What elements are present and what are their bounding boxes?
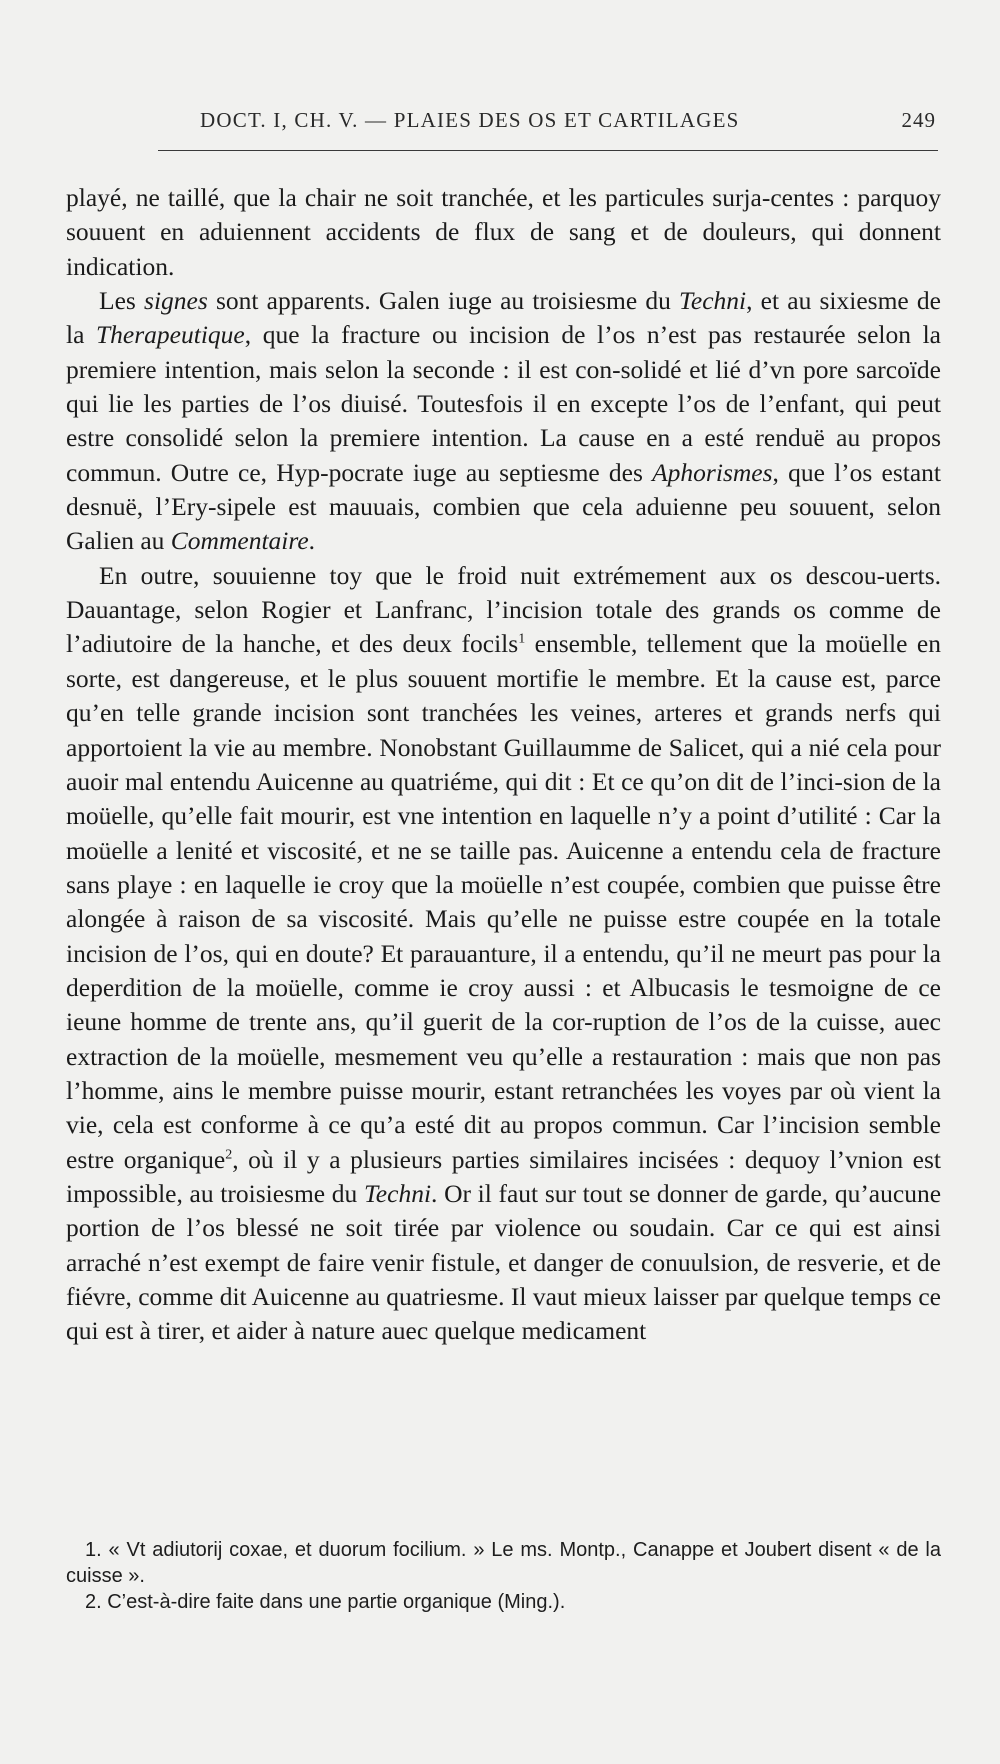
footnote-1: 1. « Vt adiutorij coxae, et duorum focilium. » Le ms. Montp., Canappe et Joubert disent « de la cuisse ». [66,1539,941,1587]
text-run: , où il y a plusieurs parties similaires incisées : dequoy l’vnion est impossible, au troisiesme du [66,1144,942,1208]
paragraph-signes [66,284,941,559]
page-number: 249 [901,108,936,132]
footnote-2: 2. C’est-à-dire faite dans une partie organique (Ming.). [85,1591,566,1613]
footnotes [66,1537,941,1615]
italic-title: Techni [363,1178,432,1208]
text-run: Les [99,286,145,316]
running-head-title: DOCT. I, CH. V. — PLAIES DES OS ET CARTILAGES [200,108,740,132]
footnote-ref-2: 2 [225,1147,233,1163]
text-run: ensemble, tellement que la moüelle en sorte, est dangereuse, et le plus souuent mortifie le membre. Et la cause est, parce qu’en telle grande incision sont tranchées les veines, arteres et grands nerfs qui apportoient la vie au membre. Nonobstant Guillaumme de Salicet, qui a nié cela pour auoir mal entendu Auicenne au quatriéme, qui dit : Et ce qu’on dit de l’inci-sion de la moüelle, qu’elle fait mourir, est vne intention en laquelle n’y a point d’utilité : Car la moüelle a lenité et viscosité, et ne se taille pas. Auicenne a entendu cela de fracture sans playe : en laquelle ie croy que la moüelle n’est coupée, combien que puisse être alongée à raison de sa viscosité. Mais qu’elle ne puisse estre coupée en la totale incision de l’os, qui en doute? Et parauanture, il a entendu, qu’il ne meurt pas pour la deperdition de la moüelle, comme ie croy aussi : et Albucasis le tesmoigne de ce ieune homme de trente ans, qu’il guerit de la cor-ruption de l’os de la cuisse, auec extraction de la moüelle, mesmement veu qu’elle a restauration : mais que non pas l’homme, ains le membre puisse mourir, estant retranchées les voyes par où vient la vie, cela est conforme à ce qu’a esté dit au propos commun. Car l’incision semble estre organique [66,629,942,1174]
text-run: , que l’os estant desnuë, l’Ery-sipele est mauuais, combien que cela aduienne peu souuent, selon Galien au [66,457,941,556]
header-rule [158,150,938,151]
text-run: , que la fracture ou incision de l’os n’est pas restaurée selon la premiere intention, mais selon la seconde : il est con-solidé et lié d’vn pore sarcoïde qui lie les parties de l’os diuisé. Toutesfois il en excepte l’os de l’enfant, qui peut estre consolidé selon la premiere intention. La cause en a esté renduë au propos commun. Outre ce, Hyp-pocrate iuge au septiesme des [66,320,942,487]
paragraph-en-outre [66,559,941,1349]
paragraph-continued [66,181,941,284]
text-run: playé, ne taillé, que la chair ne soit tranchée, et les particules surja-centes : parquoy souuent en aduiennent accidents de flux de sang et de douleurs, qui donnent indication. [66,183,941,281]
text-run: En outre, souuienne toy que le froid nuit extrémement aux os descou-uerts. Dauantage, selon Rogier et Lanfranc, l’incision totale des grands os comme de l’adiutoire de la hanche, et des deux focils [66,560,941,659]
text-run: . [308,526,316,556]
footnote-ref-1: 1 [518,631,526,647]
italic-title: Commentaire [170,526,309,556]
text-run: sont apparents. Galen iuge au troisiesme du [207,286,680,316]
italic-term: signes [144,286,208,316]
italic-title: Techni [679,286,747,316]
main-text [66,181,941,1349]
italic-title: Aphorismes [652,457,773,487]
italic-title: Therapeutique [96,320,245,350]
text-run: , et au sixiesme de la [66,286,941,350]
text-run: . Or il faut sur tout se donner de garde, qu’aucune portion de l’os blessé ne soit tirée par violence ou soudain. Car ce qui est ainsi arraché n’est exempt de faire venir fistule, et danger de conuulsion, de resverie, et de fiévre, comme dit Auicenne au quatriesme. Il vaut mieux laisser par quelque temps ce qui est à tirer, et aider à nature auec quelque medicament [66,1178,942,1346]
